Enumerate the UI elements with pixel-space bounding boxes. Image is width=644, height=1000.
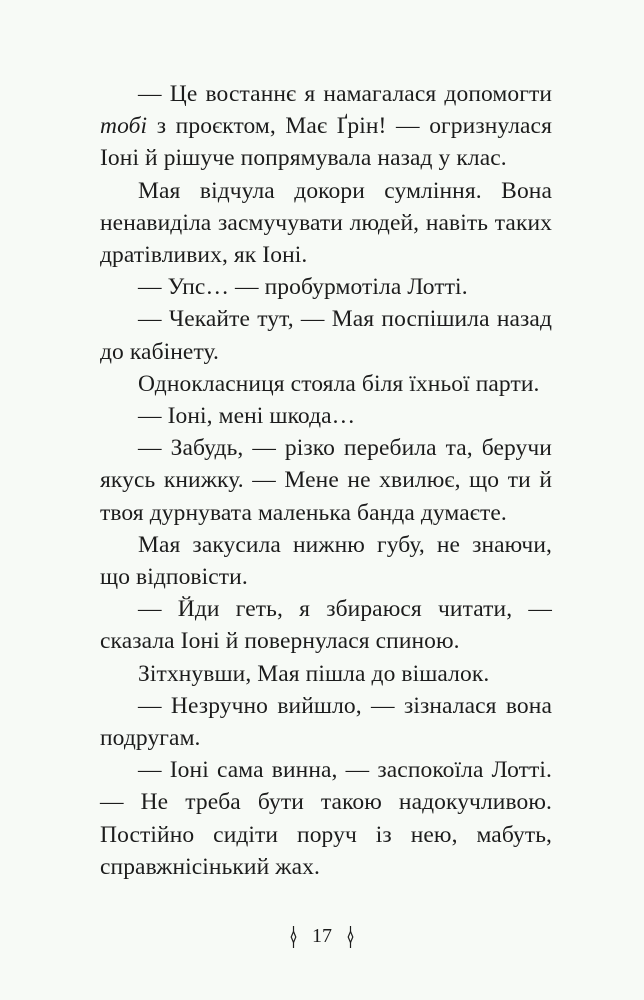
text-segment: — Незручно вийшло, — зізналася вона подругам.: [100, 692, 552, 752]
page-number: 17: [312, 925, 332, 947]
text-segment: — Іоні, мені шкода…: [138, 403, 356, 430]
body-text: [100, 78, 552, 883]
text-segment: з проєктом, Має Ґрін! — огризнулася Іоні й рішуче попрямувала назад у клас.: [100, 113, 552, 172]
paragraph: [100, 78, 552, 175]
paragraph: [100, 754, 552, 883]
paragraph: [100, 690, 552, 754]
text-segment: — Це востаннє я намагалася допомогти: [138, 81, 552, 107]
text-segment: — Упс… — пробурмотіла Лотті.: [138, 274, 468, 301]
text-segment: Мая закусила нижню губу, не знаючи, що відповісти.: [100, 531, 552, 591]
paragraph: [100, 593, 552, 657]
text-segment: — Іоні сама винна, — заспокоїла Лотті. — Не треба бути такою надокучливою. Постійно сидіти поруч із нею, мабуть, справжнісінький жах.: [100, 757, 552, 880]
paragraph: [100, 400, 552, 432]
text-segment: — Йди геть, я збираюся читати, — сказала Іоні й повернулася спиною.: [100, 596, 552, 655]
text-segment: Однокласниця стояла біля їхньої парти.: [138, 370, 540, 397]
text-segment: — Забудь, — різко перебила та, беручи якусь книжку. — Мене не хвилює, що ти й твоя дурнувата маленька банда думаєте.: [100, 435, 552, 526]
text-segment: — Чекайте тут, — Мая поспішила назад до кабінету.: [100, 306, 552, 365]
paragraph: [100, 271, 552, 303]
paragraph: [100, 303, 552, 367]
paragraph: [100, 432, 552, 529]
paragraph: [100, 368, 552, 400]
page-footer: [0, 925, 644, 948]
paragraph: [100, 175, 552, 272]
paragraph: [100, 529, 552, 593]
footer-ornament-right-icon: [344, 926, 357, 948]
text-segment: Зітхнувши, Мая пішла до вішалок.: [138, 660, 490, 687]
footer-ornament-left-icon: [287, 926, 300, 948]
text-segment: Мая відчула докори сумління. Вона ненавиділа засмучувати людей, навіть таких дратівливих, як Іоні.: [100, 177, 552, 269]
emphasized-text: тобі: [100, 113, 148, 140]
paragraph: [100, 658, 552, 690]
